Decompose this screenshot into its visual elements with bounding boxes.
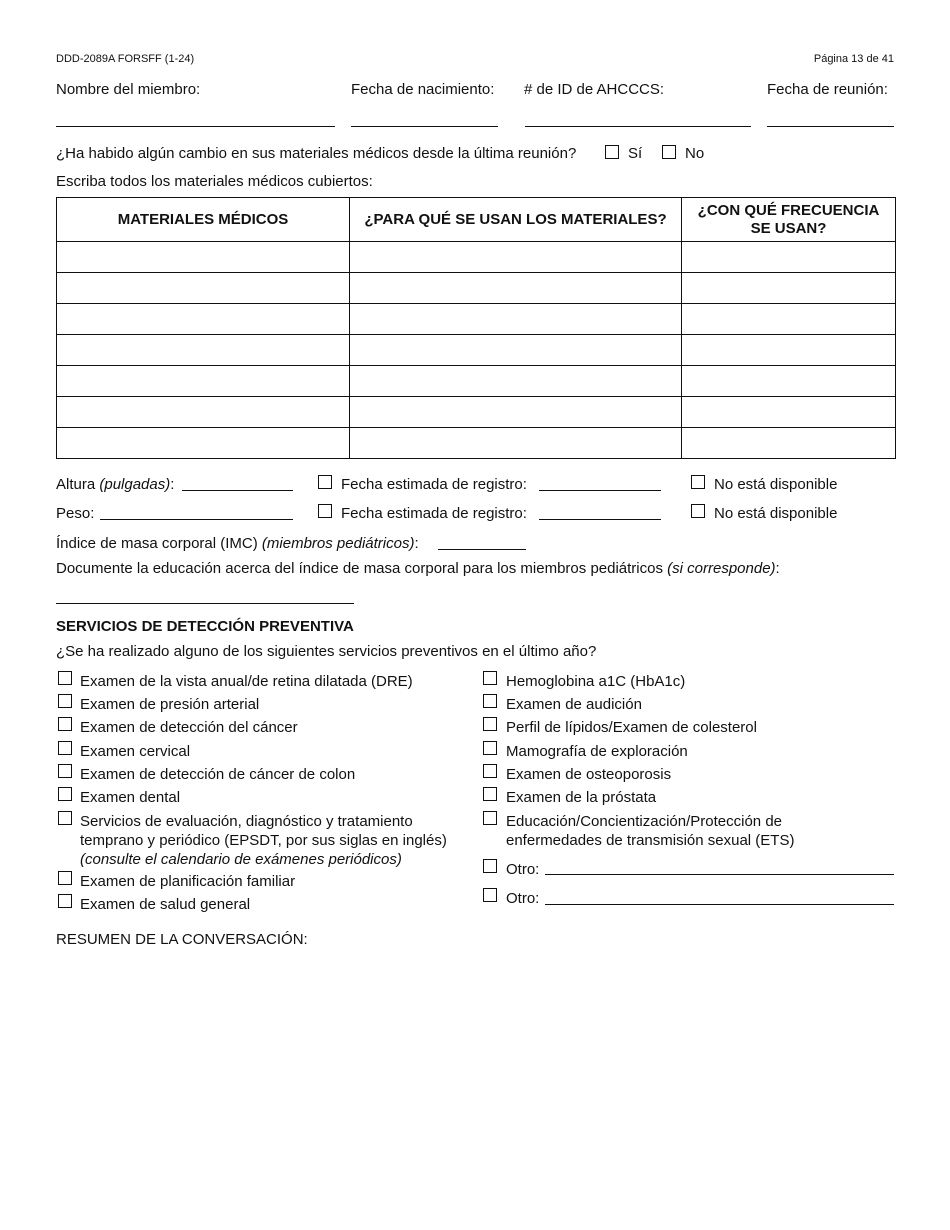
page-number: Página 13 de 41 [813, 53, 894, 65]
ahcccs-id-label: # de ID de AHCCCS: [524, 81, 665, 98]
supply-cell[interactable] [57, 273, 350, 304]
height-label: Altura (pulgadas): [56, 476, 175, 493]
screening-checkbox[interactable] [483, 694, 497, 708]
purpose-cell[interactable] [350, 273, 682, 304]
height-estimated-label: Fecha estimada de registro: [341, 476, 527, 493]
change-question: ¿Ha habido algún cambio en sus materiales médicos desde la última reunión? [56, 145, 577, 162]
height-unavailable-checkbox[interactable] [691, 475, 705, 489]
frequency-cell[interactable] [682, 397, 896, 428]
purpose-cell[interactable] [350, 304, 682, 335]
screening-item-label: Examen de la vista anual/de retina dilatada (DRE) [80, 673, 413, 690]
epsdt-note: (consulte el calendario de exámenes periódicos) [80, 851, 402, 868]
meeting-date-label: Fecha de reunión: [767, 81, 888, 98]
weight-unavailable-label: No está disponible [714, 505, 838, 522]
other-label: Otro: [506, 861, 540, 878]
table-row [57, 273, 896, 304]
frequency-cell[interactable] [682, 428, 896, 459]
std-education-checkbox[interactable] [483, 811, 497, 825]
screening-item-label: Examen dental [80, 789, 181, 806]
col-header-frequency-line1: ¿CON QUÉ FRECUENCIA [697, 201, 880, 219]
col-header-purpose: ¿PARA QUÉ SE USAN LOS MATERIALES? [350, 198, 682, 242]
screening-checkbox[interactable] [58, 764, 72, 778]
screening-item-label: Examen de planificación familiar [80, 873, 296, 890]
frequency-cell[interactable] [682, 242, 896, 273]
supply-cell[interactable] [57, 397, 350, 428]
supply-cell[interactable] [57, 428, 350, 459]
bmi-note: (miembros pediátricos) [261, 535, 415, 552]
screening-checkbox[interactable] [58, 741, 72, 755]
screening-item-label: Examen de la próstata [506, 789, 657, 806]
frequency-cell[interactable] [682, 335, 896, 366]
screening-item-label: Examen de detección de cáncer de colon [80, 766, 356, 783]
height-estimated-date-field[interactable] [539, 490, 661, 491]
weight-label: Peso: [56, 505, 95, 522]
table-row [57, 335, 896, 366]
frequency-cell[interactable] [682, 273, 896, 304]
purpose-cell[interactable] [350, 397, 682, 428]
col-header-frequency-line2: SE USAN? [750, 219, 827, 237]
weight-estimated-checkbox[interactable] [318, 504, 332, 518]
screening-checkbox[interactable] [483, 764, 497, 778]
screening-question: ¿Se ha realizado alguno de los siguientes servicios preventivos en el último año? [56, 643, 597, 660]
height-field[interactable] [182, 490, 293, 491]
weight-field[interactable] [100, 519, 293, 520]
weight-estimated-date-field[interactable] [539, 519, 661, 520]
epsdt-line-3 [80, 851, 402, 868]
std-line-1: Educación/Concientización/Protección de [506, 813, 782, 830]
height-estimated-checkbox[interactable] [318, 475, 332, 489]
dob-label: Fecha de nacimiento: [351, 81, 495, 98]
weight-estimated-label: Fecha estimada de registro: [341, 505, 527, 522]
no-checkbox[interactable] [662, 145, 676, 159]
bmi-label-text: Índice de masa corporal (IMC) [56, 535, 258, 552]
table-row [57, 397, 896, 428]
dob-field[interactable] [351, 126, 498, 127]
purpose-cell[interactable] [350, 366, 682, 397]
screening-item-label: Examen de detección del cáncer [80, 719, 298, 736]
member-name-field[interactable] [56, 126, 335, 127]
table-row [57, 304, 896, 335]
member-name-label: Nombre del miembro: [56, 81, 201, 98]
yes-label: Sí [628, 145, 643, 162]
meeting-date-field[interactable] [767, 126, 894, 127]
epsdt-line-2: temprano y periódico (EPSDT, por sus siglas en inglés) [80, 832, 447, 849]
screening-item-label: Examen cervical [80, 743, 191, 760]
other-label: Otro: [506, 890, 540, 907]
epsdt-line-1: Servicios de evaluación, diagnóstico y tratamiento [80, 813, 413, 830]
std-line-2: enfermedades de transmisión sexual (ETS) [506, 832, 795, 849]
supply-cell[interactable] [57, 242, 350, 273]
screening-checkbox[interactable] [58, 787, 72, 801]
purpose-cell[interactable] [350, 242, 682, 273]
bmi-education-text: Documente la educación acerca del índice de masa corporal para los miembros pediátricos [56, 560, 663, 577]
screening-item-label: Examen de salud general [80, 896, 251, 913]
screening-item-label: Examen de audición [506, 696, 642, 713]
screening-checkbox[interactable] [483, 717, 497, 731]
col-header-frequency [682, 198, 896, 242]
frequency-cell[interactable] [682, 366, 896, 397]
supply-cell[interactable] [57, 366, 350, 397]
screening-checkbox[interactable] [58, 694, 72, 708]
frequency-cell[interactable] [682, 304, 896, 335]
screening-item-label: Perfil de lípidos/Examen de colesterol [506, 719, 757, 736]
supply-cell[interactable] [57, 304, 350, 335]
screening-checkbox[interactable] [58, 671, 72, 685]
screening-item-label: Examen de presión arterial [80, 696, 260, 713]
supplies-instruction: Escriba todos los materiales médicos cubiertos: [56, 173, 373, 190]
bmi-education-label: Documente la educación acerca del índice de masa corporal para los miembros pediátricos (si corresponde): [56, 560, 780, 577]
form-code: DDD-2089A FORSFF (1-24) [56, 53, 195, 65]
bmi-education-field[interactable] [56, 603, 354, 604]
screening-item-label: Mamografía de exploración [506, 743, 688, 760]
purpose-cell[interactable] [350, 335, 682, 366]
screening-checkbox[interactable] [483, 787, 497, 801]
height-label-text: Altura [56, 476, 96, 493]
no-label: No [685, 145, 705, 162]
other-field[interactable] [545, 874, 894, 875]
screening-checkbox[interactable] [483, 671, 497, 685]
height-unit: (pulgadas) [99, 476, 171, 493]
col-header-supplies: MATERIALES MÉDICOS [57, 198, 350, 242]
medical-supplies-table [56, 197, 896, 459]
yes-checkbox[interactable] [605, 145, 619, 159]
table-row [57, 428, 896, 459]
other-checkbox[interactable] [483, 888, 497, 902]
screening-checkbox[interactable] [58, 894, 72, 908]
conversation-summary-heading: RESUMEN DE LA CONVERSACIÓN: [56, 931, 308, 948]
screening-item-label: Hemoglobina a1C (HbA1c) [506, 673, 686, 690]
other-checkbox[interactable] [483, 859, 497, 873]
screening-checkbox[interactable] [58, 717, 72, 731]
screening-checkbox[interactable] [58, 871, 72, 885]
bmi-label: Índice de masa corporal (IMC) (miembros pediátricos): [56, 535, 419, 552]
bmi-field[interactable] [438, 549, 526, 550]
height-unavailable-label: No está disponible [714, 476, 838, 493]
other-field[interactable] [545, 904, 894, 905]
screening-checkbox[interactable] [483, 741, 497, 755]
table-row [57, 242, 896, 273]
screening-item-label: Examen de osteoporosis [506, 766, 672, 783]
screening-heading: SERVICIOS DE DETECCIÓN PREVENTIVA [56, 618, 354, 635]
table-row [57, 366, 896, 397]
supply-cell[interactable] [57, 335, 350, 366]
bmi-education-note: (si corresponde) [667, 560, 776, 577]
weight-unavailable-checkbox[interactable] [691, 504, 705, 518]
epsdt-checkbox[interactable] [58, 811, 72, 825]
ahcccs-id-field[interactable] [525, 126, 751, 127]
purpose-cell[interactable] [350, 428, 682, 459]
